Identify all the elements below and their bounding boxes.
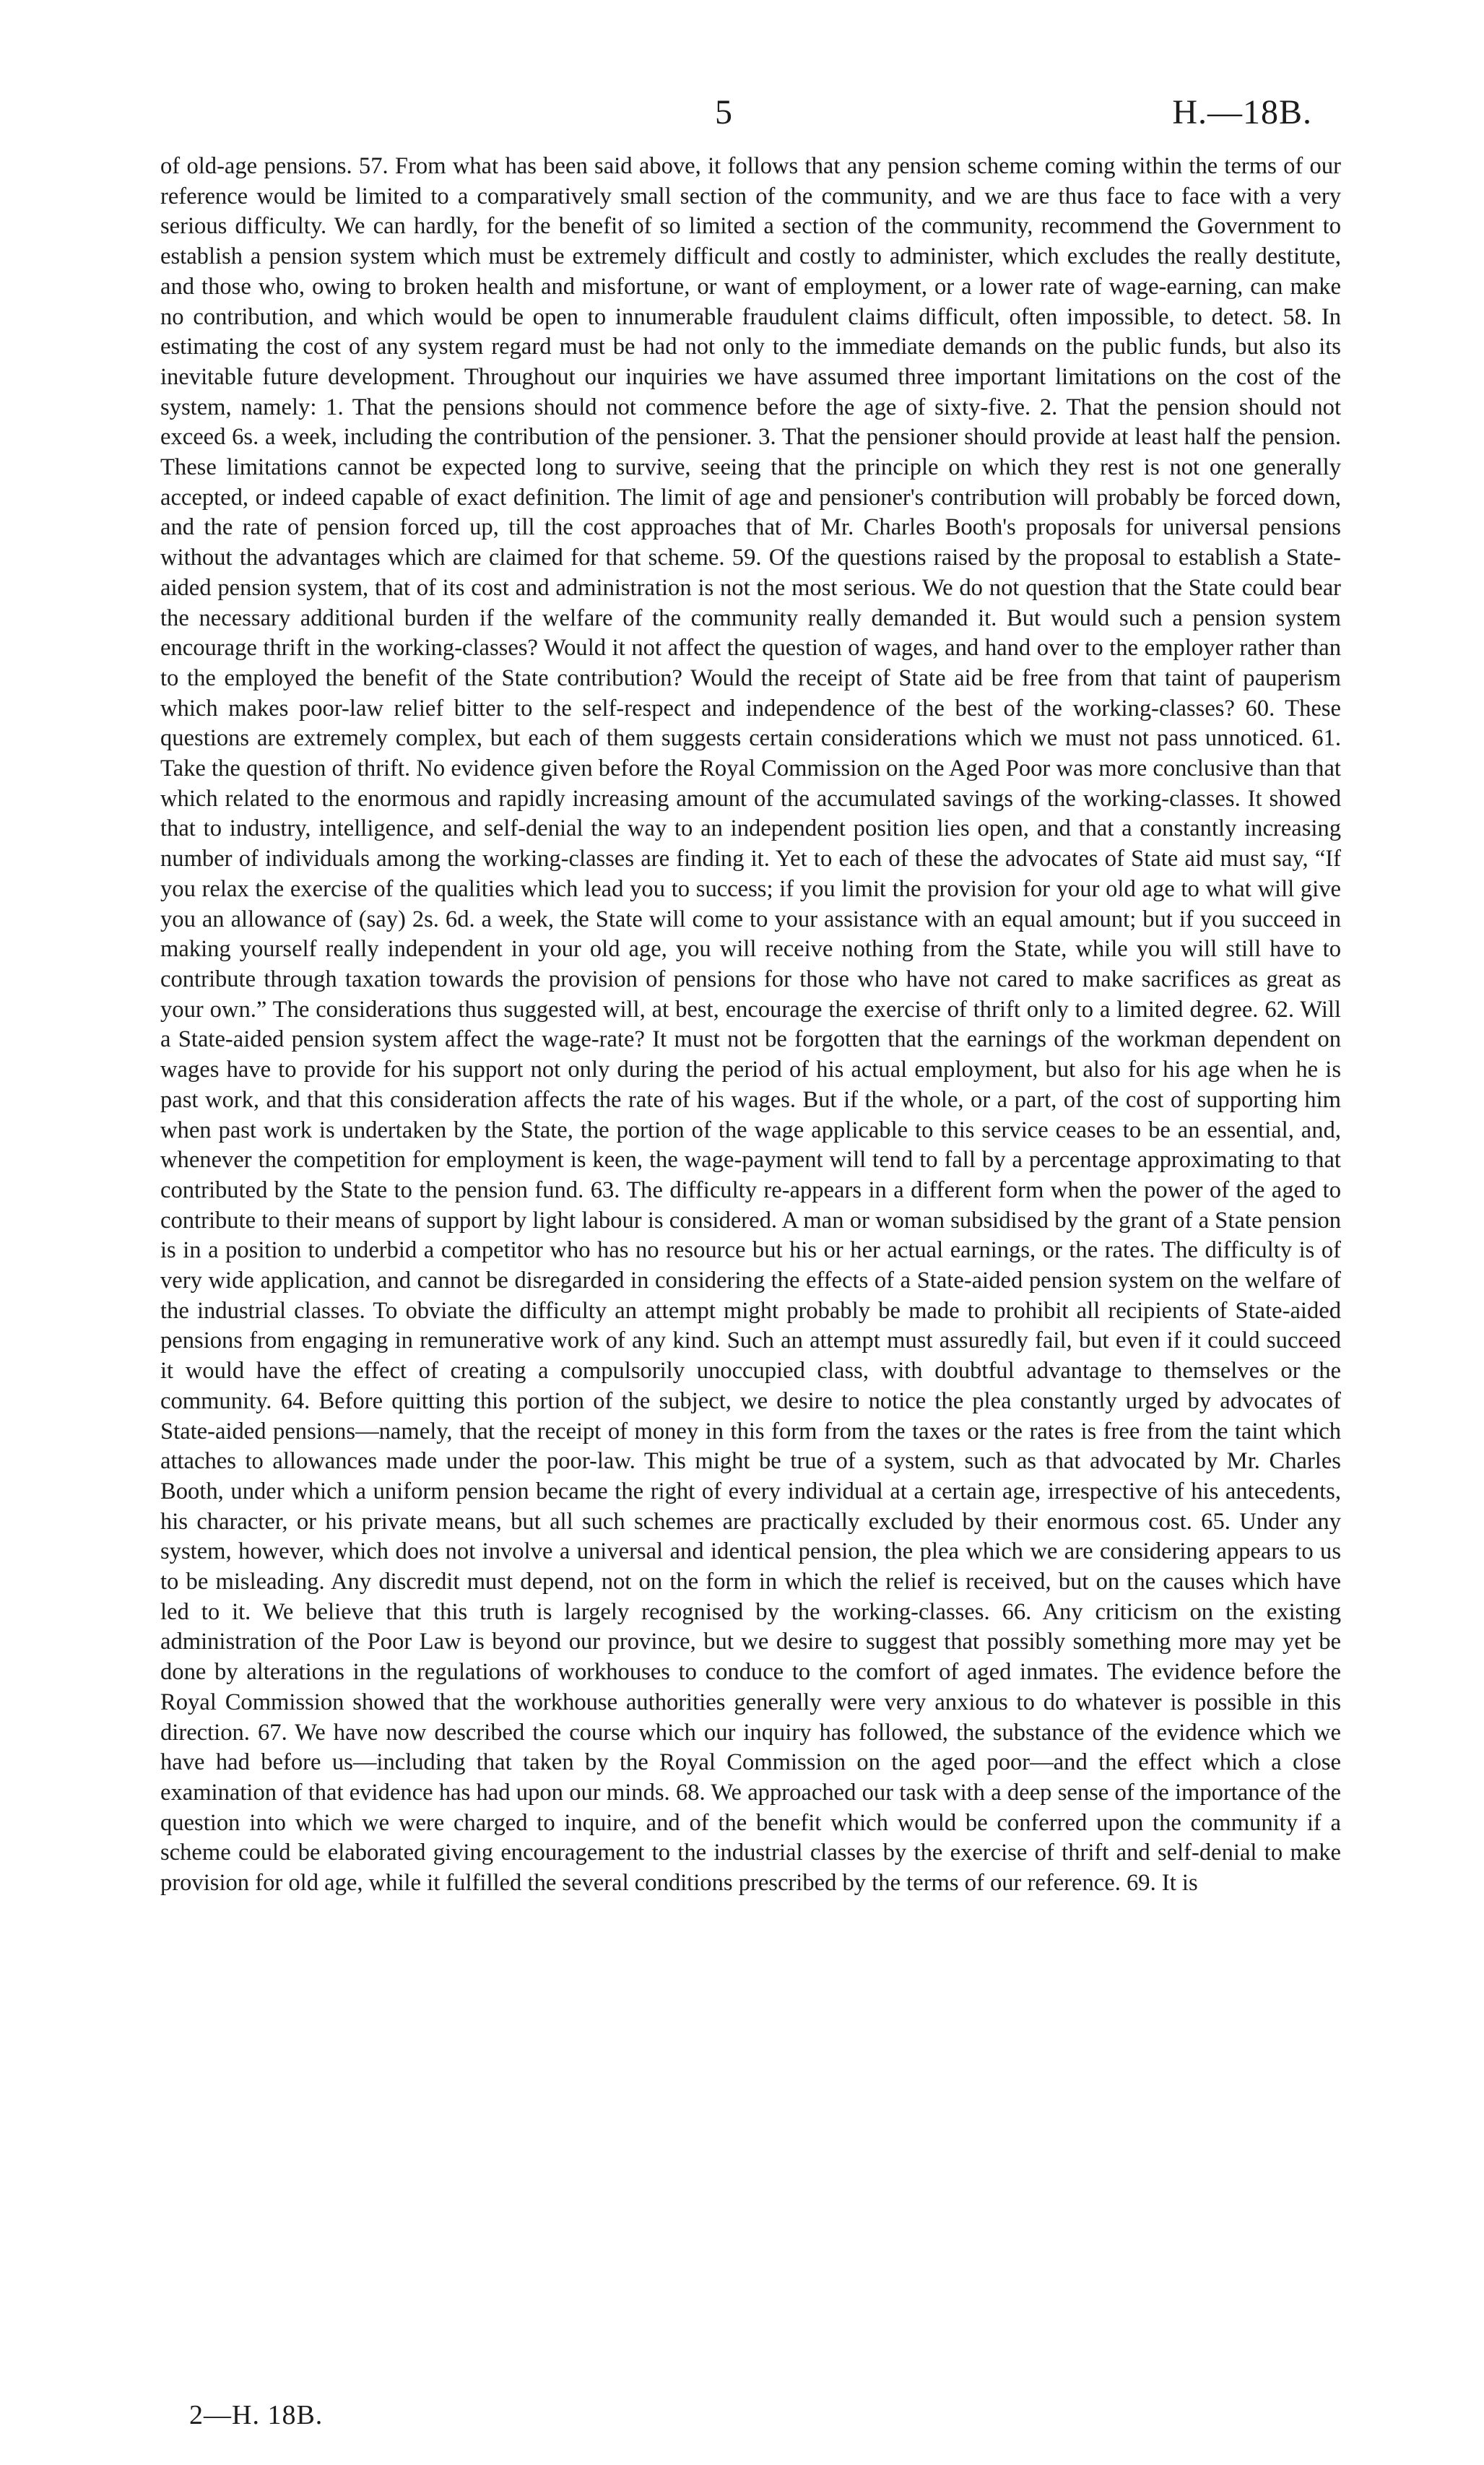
paragraph-57: of old-age pensions. 57. From what has been said above, it follows that any pension scheme coming within the terms of our reference would be limited to a comparatively small section of the community, and we are thus face to face with a very serious difficulty. We can hardly, for the benefit of so limited a section of the community, recommend the Government to establish a pension system which must be extremely difficult and costly to administer, which excludes the really destitute, and those who, owing to broken health and misfortune, or want of employment, or a lower rate of wage-earning, can make no contribution, and which would be open to innumerable fraudulent claims difficult, often impossible, to detect. bbox=[160, 153, 1341, 330]
footer-signature: 2—H. 18B. bbox=[189, 2400, 324, 2430]
paragraph-68: 68. We approached our task with a deep sense of the importance of the question into which we were charged to inquire, and of the benefit which would be conferred upon the community if a scheme could be elaborated giving encouragement to the industrial classes by the exercise of thrift and self-denial to make provision for old age, while it fulfilled the several conditions prescribed by the terms of our reference. bbox=[160, 1779, 1341, 1897]
document-reference: H.—18B. bbox=[1172, 93, 1312, 131]
paragraph-62: 62. Will a State-aided pension system affect the wage-rate? It must not be forgotten that the earnings of the workman dependent on wages have to provide for his support not only during the period of his actual employment, but also for his age when he is past work, and that this consideration affects the rate of his wages. But if the whole, or a part, of the cost of supporting him when past work is undertaken by the State, the portion of the wage applicable to this service ceases to be an essential, and, whenever the competition for employment is keen, the wage-payment will tend to fall by a percentage approximating to that contributed by the State to the pension fund. bbox=[160, 996, 1341, 1203]
page-number: 5 bbox=[715, 93, 733, 131]
paragraph-66: 66. Any criticism on the existing administration of the Poor Law is beyond our province, but we desire to suggest that possibly something more may yet be done by alterations in the regulations of workhouses to conduce to the comfort of aged inmates. The evidence before the Royal Commission showed that the workhouse authorities generally were very anxious to do whatever is possible in this direction. bbox=[160, 1598, 1341, 1746]
paragraph-60: 60. These questions are extremely complex, but each of them suggests certain considerations which we must not pass unnoticed. bbox=[160, 695, 1341, 752]
paragraph-61: 61. Take the question of thrift. No evidence given before the Royal Commission on the Aged Poor was more conclusive than that which related to the enormous and rapidly increasing amount of the accumulated savings of the working-classes. It showed that to industry, intelligence, and self-denial the way to an independent position lies open, and that a constantly increasing number of individuals among the working-classes are finding it. Yet to each of these the advocates of State aid must say, “If you relax the exercise of the qualities which lead you to success; if you limit the provision for your old age to what will give you an allowance of (say) 2s. 6d. a week, the State will come to your assistance with an equal amount; but if you succeed in making yourself really independent in your old age, you will receive nothing from the State, while you will still have to contribute through taxation towards the provision of pensions for those who have not cared to make sacrifices as great as your own.” The considerations thus suggested will, at best, encourage the exercise of thrift only to a limited degree. bbox=[160, 725, 1341, 1023]
paragraph-65: 65. Under any system, however, which does not involve a universal and identical pension, the plea which we are considering appears to us to be misleading. Any discredit must depend, not on the form in which the relief is received, but on the causes which have led to it. We believe that this truth is largely recognised by the working-classes. bbox=[160, 1508, 1341, 1625]
paragraph-63: 63. The difficulty re-appears in a different form when the power of the aged to contribute to their means of support by light labour is considered. A man or woman subsidised by the grant of a State pension is in a position to underbid a competitor who has no resource but his or her actual earnings, or the rates. The difficulty is of very wide application, and cannot be disregarded in considering the effects of a State-aided pension system on the welfare of the industrial classes. To obviate the difficulty an attempt might probably be made to prohibit all recipients of State-aided pensions from engaging in remunerative work of any kind. Such an attempt must assuredly fail, but even if it could succeed it would have the effect of creating a compulsorily unoccupied class, with doubtful advantage to themselves or the community. bbox=[160, 1177, 1342, 1414]
paragraph-59: 59. Of the questions raised by the proposal to establish a State-aided pension system, that of its cost and administration is not the most serious. We do not question that the State could bear the necessary additional burden if the welfare of the community really demanded it. But would such a pension system encourage thrift in the working-classes? Would it not affect the question of wages, and hand over to the employer rather than to the employed the benefit of the State contribution? Would the receipt of State aid be free from that taint of pauperism which makes poor-law relief bitter to the self-respect and independence of the best of the working-classes? bbox=[160, 545, 1342, 722]
paragraph-64: 64. Before quitting this portion of the subject, we desire to notice the plea constantly urged by advocates of State-aided pensions—namely, that the receipt of money in this form from the taxes or the rates is free from the taint which attaches to allowances made under the poor-law. This might be true of a system, such as that advocated by Mr. Charles Booth, under which a uniform pension became the right of every individual at a certain age, irrespective of his antecedents, his character, or his private means, but all such schemes are practically excluded by their enormous cost. bbox=[160, 1387, 1342, 1535]
paragraph-69: 69. It is bbox=[1126, 1870, 1198, 1897]
body-text bbox=[160, 152, 1341, 1899]
paragraph-67: 67. We have now described the course which our inquiry has followed, the substance of the evidence which we have had before us—including that taken by the Royal Commission on the aged poor—and the effect which a close examination of that evidence has had upon our minds. bbox=[160, 1719, 1341, 1806]
paragraph-58: 58. In estimating the cost of any system regard must be had not only to the immediate demands on the public funds, but also its inevitable future development. Throughout our inquiries we have assumed three important limitations on the cost of the system, namely: 1. That the pensions should not commence before the age of sixty-five. 2. That the pension should not exceed 6s. a week, including the contribution of the pensioner. 3. That the pensioner should provide at least half the pension. These limitations cannot be expected long to survive, seeing that the principle on which they rest is not one generally accepted, or indeed capable of exact definition. The limit of age and pensioner's contribution will probably be forced down, and the rate of pension forced up, till the cost approaches that of Mr. Charles Booth's proposals for universal pensions without the advantages which are claimed for that scheme. bbox=[160, 303, 1341, 571]
